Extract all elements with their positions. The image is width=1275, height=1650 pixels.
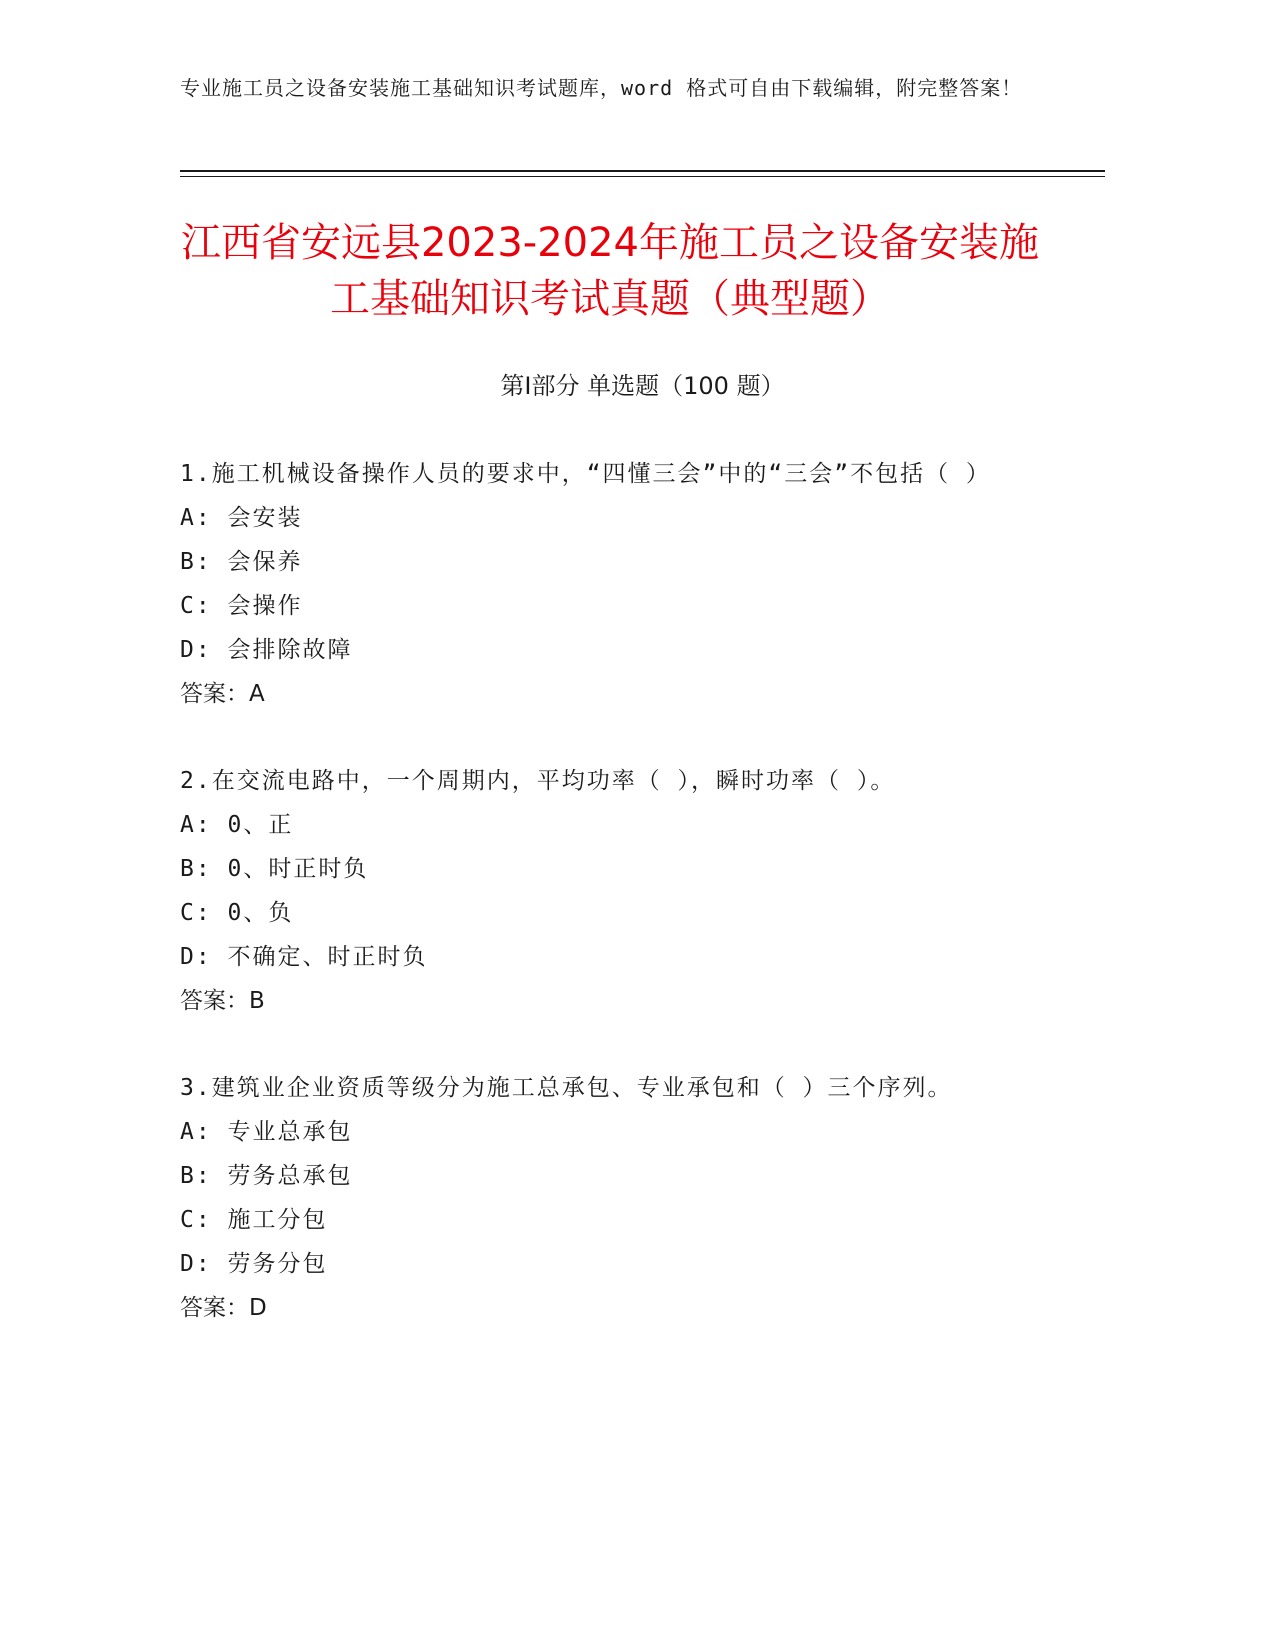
option-c: C: 会操作 bbox=[180, 593, 303, 619]
question-stem: 1.施工机械设备操作人员的要求中，“四懂三会”中的“三会”不包括（ ） bbox=[180, 461, 991, 487]
option-a: A: 专业总承包 bbox=[180, 1119, 353, 1145]
question-stem: 2.在交流电路中，一个周期内，平均功率（ ），瞬时功率（ ）。 bbox=[180, 768, 896, 794]
option-c: C: 0、负 bbox=[180, 900, 294, 926]
question-list bbox=[180, 452, 1040, 1373]
section-heading: 第Ⅰ部分 单选题（100 题） bbox=[500, 372, 785, 400]
answer: 答案：D bbox=[180, 1295, 267, 1321]
header-divider-thin bbox=[180, 176, 1105, 177]
option-d: D: 不确定、时正时负 bbox=[180, 944, 428, 970]
header-divider-thick bbox=[180, 170, 1105, 172]
answer: 答案：B bbox=[180, 988, 265, 1014]
option-b: B: 劳务总承包 bbox=[180, 1163, 353, 1189]
option-a: A: 0、正 bbox=[180, 812, 294, 838]
option-d: D: 会排除故障 bbox=[180, 637, 353, 663]
option-b: B: 0、时正时负 bbox=[180, 856, 369, 882]
option-d: D: 劳务分包 bbox=[180, 1251, 328, 1277]
option-b: B: 会保养 bbox=[180, 549, 303, 575]
option-c: C: 施工分包 bbox=[180, 1207, 328, 1233]
question-1 bbox=[180, 452, 1040, 716]
document-title: 江西省安远县2023-2024年施工员之设备安装施工基础知识考试真题（典型题） bbox=[180, 220, 1040, 322]
question-3 bbox=[180, 1066, 1040, 1330]
question-stem: 3.建筑业企业资质等级分为施工总承包、专业承包和（ ）三个序列。 bbox=[180, 1075, 953, 1101]
header-note: 专业施工员之设备安装施工基础知识考试题库，word 格式可自由下载编辑，附完整答案！ bbox=[180, 76, 1023, 100]
option-a: A: 会安装 bbox=[180, 505, 303, 531]
question-2 bbox=[180, 759, 1040, 1023]
answer: 答案：A bbox=[180, 681, 265, 707]
